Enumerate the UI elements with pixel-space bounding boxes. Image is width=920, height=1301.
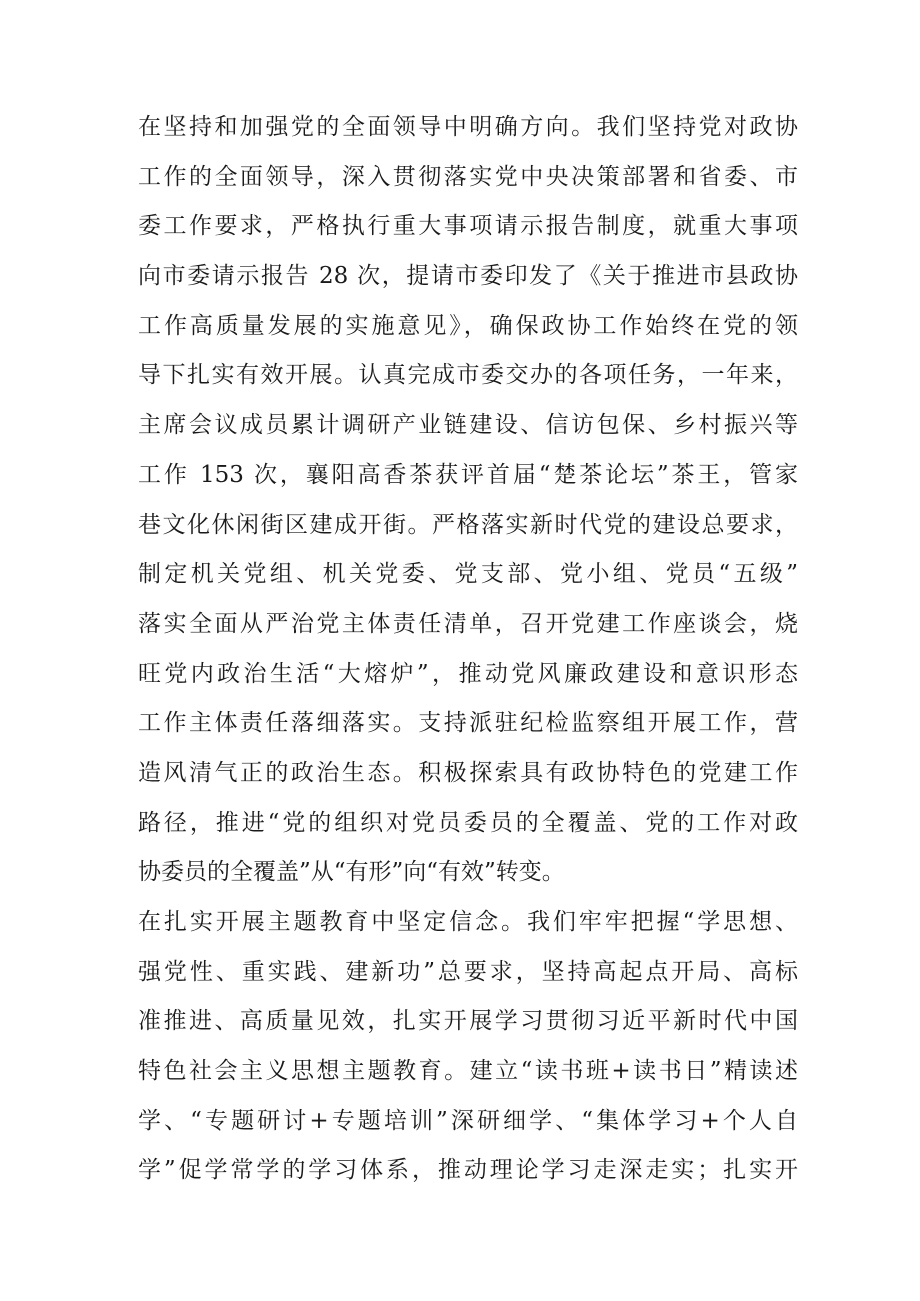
- text-line: 制定机关党组、机关党委、党支部、党小组、党员“五级”: [138, 561, 798, 588]
- text-line: 落实全面从严治党主体责任清单，召开党建工作座谈会，烧: [138, 610, 798, 637]
- text-line: 旺党内政治生活“大熔炉”，推动党风廉政建设和意识形态: [138, 660, 798, 687]
- text-line: 工作主体责任落细落实。支持派驻纪检监察组开展工作，营: [138, 710, 798, 737]
- text-line: 工作 153 次，襄阳高香茶获评首届“楚茶论坛”茶王，管家: [138, 461, 798, 488]
- text-line: 在扎实开展主题教育中坚定信念。我们牢牢把握“学思想、: [138, 909, 798, 935]
- text-line: 准推进、高质量见效，扎实开展学习贯彻习近平新时代中国: [138, 1008, 798, 1035]
- text-line: 学、“专题研讨+专题培训”深研细学、“集体学习+个人自: [138, 1107, 798, 1134]
- text-line: 特色社会主义思想主题教育。建立“读书班+读书日”精读述: [138, 1058, 798, 1085]
- text-line: 路径，推进“党的组织对党员委员的全覆盖、党的工作对政: [138, 809, 798, 836]
- text-line: 造风清气正的政治生态。积极探索具有政协特色的党建工作: [138, 759, 798, 786]
- text-line: 巷文化休闲街区建成开街。严格落实新时代党的建设总要求，: [138, 511, 798, 538]
- text-line: 工作高质量发展的实施意见》，确保政协工作始终在党的领: [138, 312, 798, 339]
- text-line: 导下扎实有效开展。认真完成市委交办的各项任务，一年来，: [138, 362, 798, 389]
- text-line: 协委员的全覆盖”从“有形”向“有效”转变。: [138, 859, 565, 886]
- paragraph-theme-education: [138, 898, 798, 1196]
- text-line: 向市委请示报告 28 次，提请市委印发了《关于推进市县政协: [138, 263, 798, 290]
- text-line: 主席会议成员累计调研产业链建设、信访包保、乡村振兴等: [138, 412, 798, 439]
- text-line: 工作的全面领导，深入贯彻落实党中央决策部署和省委、市: [138, 163, 798, 190]
- text-line: 强党性、重实践、建新功”总要求，坚持高起点开局、高标: [138, 958, 798, 985]
- text-line: 在坚持和加强党的全面领导中明确方向。我们坚持党对政协: [138, 114, 798, 140]
- text-line: 学”促学常学的学习体系，推动理论学习走深走实；扎实开: [138, 1157, 798, 1184]
- document-page: [138, 103, 798, 1196]
- paragraph-party-leadership: [138, 103, 798, 898]
- text-line: 委工作要求，严格执行重大事项请示报告制度，就重大事项: [138, 213, 798, 240]
